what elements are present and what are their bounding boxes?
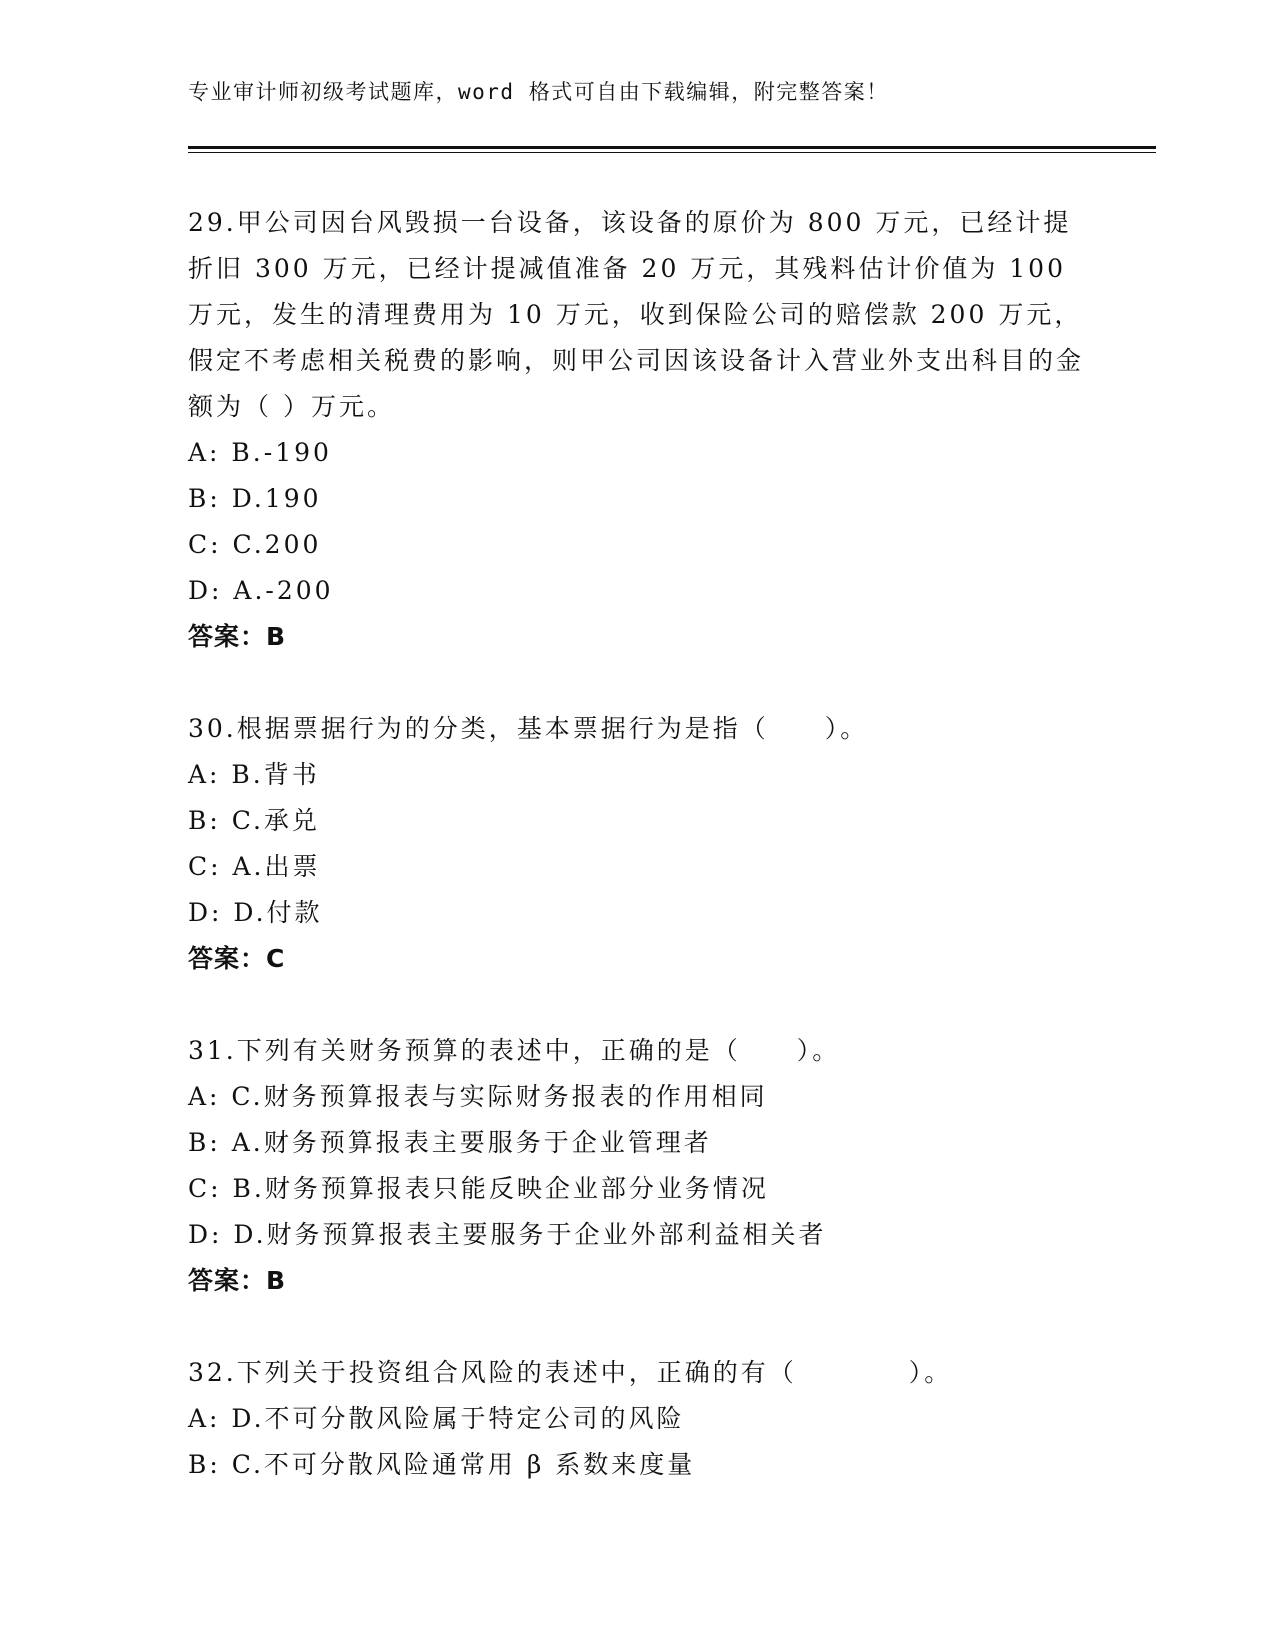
question-32 bbox=[188, 1350, 1088, 1488]
answer: 答案：C bbox=[188, 944, 286, 973]
option-a: A: C.财务预算报表与实际财务报表的作用相同 bbox=[188, 1082, 768, 1111]
option-c: C: B.财务预算报表只能反映企业部分业务情况 bbox=[188, 1174, 769, 1203]
question-30 bbox=[188, 706, 1088, 982]
option-d: D: D.付款 bbox=[188, 898, 323, 927]
question-list bbox=[188, 200, 1088, 1534]
option-d: D: D.财务预算报表主要服务于企业外部利益相关者 bbox=[188, 1220, 827, 1249]
question-stem: 30.根据票据行为的分类，基本票据行为是指（ ）。 bbox=[188, 714, 869, 743]
option-c: C: C.200 bbox=[188, 530, 322, 559]
option-a: A: B.-190 bbox=[188, 438, 332, 467]
option-c: C: A.出票 bbox=[188, 852, 321, 881]
option-b: B: D.190 bbox=[188, 484, 322, 513]
option-a: A: B.背书 bbox=[188, 760, 320, 789]
option-b: B: C.承兑 bbox=[188, 806, 320, 835]
option-b: B: A.财务预算报表主要服务于企业管理者 bbox=[188, 1128, 712, 1157]
question-stem: 32.下列关于投资组合风险的表述中，正确的有（ ）。 bbox=[188, 1358, 953, 1387]
question-stem: 29.甲公司因台风毁损一台设备，该设备的原价为 800 万元，已经计提折旧 300 万元，已经计提减值准备 20 万元，其残料估计价值为 100 万元，发生的清理费用为 10 万元，收到保险公司的赔偿款 200 万元，假定不考虑相关税费的影响，则甲公司因该设备计入营业外支出科目的金额为（ ）万元。 bbox=[188, 208, 1085, 421]
page-header-text: 专业审计师初级考试题库，word 格式可自由下载编辑，附完整答案！ bbox=[188, 80, 889, 104]
option-d: D: A.-200 bbox=[188, 576, 334, 605]
option-b: B: C.不可分散风险通常用 β 系数来度量 bbox=[188, 1450, 696, 1479]
option-a: A: D.不可分散风险属于特定公司的风险 bbox=[188, 1404, 685, 1433]
answer: 答案：B bbox=[188, 1266, 287, 1295]
header-rule-thin bbox=[188, 152, 1156, 153]
question-stem: 31.下列有关财务预算的表述中，正确的是（ ）。 bbox=[188, 1036, 841, 1065]
answer: 答案：B bbox=[188, 622, 287, 651]
header-rule-thick bbox=[188, 146, 1156, 149]
question-29 bbox=[188, 200, 1088, 660]
question-31 bbox=[188, 1028, 1088, 1304]
